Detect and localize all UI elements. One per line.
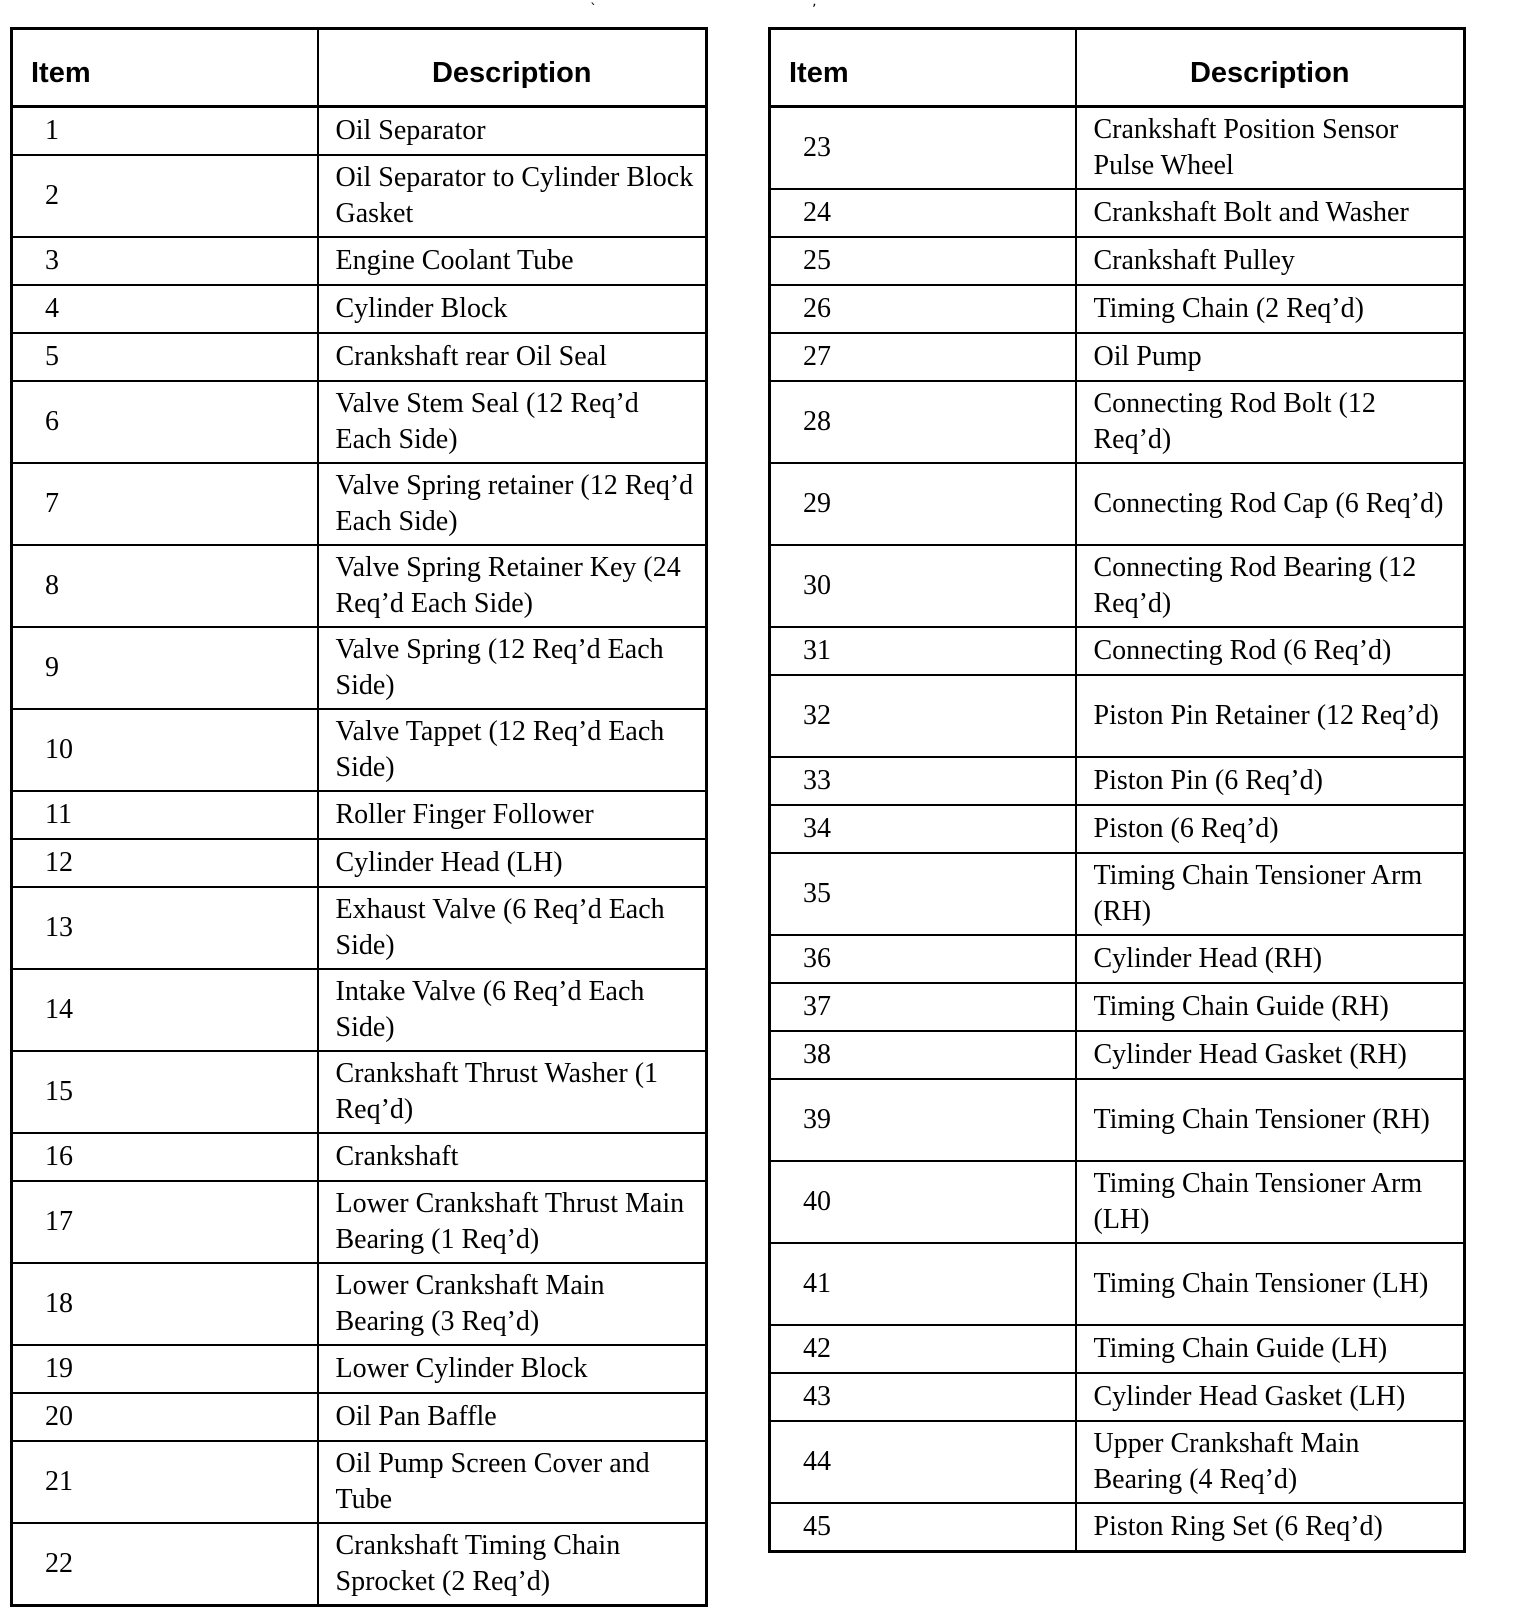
item-number: 38 xyxy=(770,1031,1076,1079)
item-description: Cylinder Head Gasket (RH) xyxy=(1076,1031,1465,1079)
column-header-item: Item xyxy=(770,29,1076,107)
table-row xyxy=(770,381,1465,463)
item-number: 12 xyxy=(12,839,318,887)
table-row xyxy=(12,333,707,381)
column-header-item: Item xyxy=(12,29,318,107)
item-number: 43 xyxy=(770,1373,1076,1421)
table-row xyxy=(770,805,1465,853)
column-header-description: Description xyxy=(318,29,707,107)
table-row xyxy=(770,107,1465,190)
item-description: Cylinder Head Gasket (LH) xyxy=(1076,1373,1465,1421)
item-number: 19 xyxy=(12,1345,318,1393)
item-number: 13 xyxy=(12,887,318,969)
item-number: 3 xyxy=(12,237,318,285)
item-description: Piston Pin Retainer (12 Req’d) xyxy=(1076,675,1465,757)
item-number: 25 xyxy=(770,237,1076,285)
table-row xyxy=(770,757,1465,805)
item-number: 14 xyxy=(12,969,318,1051)
table-row xyxy=(770,333,1465,381)
item-number: 11 xyxy=(12,791,318,839)
item-description: Piston Ring Set (6 Req’d) xyxy=(1076,1503,1465,1552)
item-description: Crankshaft Position Sensor Pulse Wheel xyxy=(1076,107,1465,190)
item-description: Oil Pan Baffle xyxy=(318,1393,707,1441)
table-row xyxy=(12,1345,707,1393)
parts-table-right xyxy=(768,27,1466,1553)
item-number: 16 xyxy=(12,1133,318,1181)
table-row xyxy=(770,1421,1465,1503)
table-row xyxy=(12,545,707,627)
item-number: 30 xyxy=(770,545,1076,627)
item-number: 40 xyxy=(770,1161,1076,1243)
item-number: 9 xyxy=(12,627,318,709)
item-number: 6 xyxy=(12,381,318,463)
item-number: 26 xyxy=(770,285,1076,333)
table-body-left xyxy=(12,107,707,1606)
item-number: 34 xyxy=(770,805,1076,853)
item-number: 24 xyxy=(770,189,1076,237)
table-row xyxy=(12,887,707,969)
item-number: 4 xyxy=(12,285,318,333)
table-body-right xyxy=(770,107,1465,1552)
table-row xyxy=(770,1161,1465,1243)
table-row xyxy=(770,853,1465,935)
table-row xyxy=(770,237,1465,285)
item-number: 5 xyxy=(12,333,318,381)
table-row xyxy=(770,983,1465,1031)
item-number: 1 xyxy=(12,107,318,156)
table-row xyxy=(12,791,707,839)
item-description: Upper Crankshaft Main Bearing (4 Req’d) xyxy=(1076,1421,1465,1503)
item-number: 21 xyxy=(12,1441,318,1523)
table-row xyxy=(770,935,1465,983)
item-description: Crankshaft Thrust Washer (1 Req’d) xyxy=(318,1051,707,1133)
table-row xyxy=(12,1181,707,1263)
item-description: Timing Chain Guide (LH) xyxy=(1076,1325,1465,1373)
item-description: Valve Spring Retainer Key (24 Req’d Each Side) xyxy=(318,545,707,627)
table-row xyxy=(12,969,707,1051)
item-number: 41 xyxy=(770,1243,1076,1325)
item-number: 36 xyxy=(770,935,1076,983)
item-description: Valve Spring retainer (12 Req’d Each Side) xyxy=(318,463,707,545)
table-row xyxy=(770,189,1465,237)
table-row xyxy=(12,1523,707,1606)
table-row xyxy=(12,285,707,333)
item-description: Oil Pump xyxy=(1076,333,1465,381)
table-row xyxy=(770,1503,1465,1552)
item-description: Cylinder Block xyxy=(318,285,707,333)
item-description: Connecting Rod Bolt (12 Req’d) xyxy=(1076,381,1465,463)
item-number: 23 xyxy=(770,107,1076,190)
item-number: 37 xyxy=(770,983,1076,1031)
item-description: Timing Chain Tensioner Arm (LH) xyxy=(1076,1161,1465,1243)
item-description: Crankshaft Bolt and Washer xyxy=(1076,189,1465,237)
item-description: Connecting Rod Bearing (12 Req’d) xyxy=(1076,545,1465,627)
parts-table-left xyxy=(10,27,708,1607)
item-description: Timing Chain Tensioner Arm (RH) xyxy=(1076,853,1465,935)
item-description: Oil Pump Screen Cover and Tube xyxy=(318,1441,707,1523)
item-number: 17 xyxy=(12,1181,318,1263)
item-number: 31 xyxy=(770,627,1076,675)
table-row xyxy=(12,1263,707,1345)
table-row xyxy=(770,627,1465,675)
table-row xyxy=(12,1393,707,1441)
item-description: Valve Spring (12 Req’d Each Side) xyxy=(318,627,707,709)
item-number: 27 xyxy=(770,333,1076,381)
item-description: Valve Stem Seal (12 Req’d Each Side) xyxy=(318,381,707,463)
table-row xyxy=(770,1079,1465,1161)
item-description: Connecting Rod (6 Req’d) xyxy=(1076,627,1465,675)
item-number: 29 xyxy=(770,463,1076,545)
item-number: 33 xyxy=(770,757,1076,805)
item-description: Intake Valve (6 Req’d Each Side) xyxy=(318,969,707,1051)
item-description: Lower Crankshaft Thrust Main Bearing (1 Req’d) xyxy=(318,1181,707,1263)
table-row xyxy=(12,627,707,709)
item-description: Piston Pin (6 Req’d) xyxy=(1076,757,1465,805)
scan-mark: ʼ xyxy=(812,2,817,18)
table-row xyxy=(770,1031,1465,1079)
item-description: Roller Finger Follower xyxy=(318,791,707,839)
item-number: 28 xyxy=(770,381,1076,463)
item-description: Oil Separator xyxy=(318,107,707,156)
item-description: Cylinder Head (LH) xyxy=(318,839,707,887)
item-number: 18 xyxy=(12,1263,318,1345)
table-row xyxy=(12,1441,707,1523)
item-description: Engine Coolant Tube xyxy=(318,237,707,285)
item-description: Valve Tappet (12 Req’d Each Side) xyxy=(318,709,707,791)
table-row xyxy=(12,1133,707,1181)
item-description: Crankshaft Timing Chain Sprocket (2 Req’d) xyxy=(318,1523,707,1606)
table-header-row xyxy=(12,29,707,107)
item-number: 7 xyxy=(12,463,318,545)
table-row xyxy=(12,381,707,463)
item-description: Lower Crankshaft Main Bearing (3 Req’d) xyxy=(318,1263,707,1345)
item-number: 22 xyxy=(12,1523,318,1606)
scan-mark: ` xyxy=(590,2,597,18)
table-row xyxy=(770,285,1465,333)
item-number: 2 xyxy=(12,155,318,237)
item-number: 8 xyxy=(12,545,318,627)
table-row xyxy=(12,237,707,285)
table-row xyxy=(12,107,707,156)
item-number: 35 xyxy=(770,853,1076,935)
item-description: Connecting Rod Cap (6 Req’d) xyxy=(1076,463,1465,545)
item-number: 39 xyxy=(770,1079,1076,1161)
table-row xyxy=(12,839,707,887)
item-description: Lower Cylinder Block xyxy=(318,1345,707,1393)
table-header-row xyxy=(770,29,1465,107)
table-row xyxy=(770,1373,1465,1421)
table-row xyxy=(12,1051,707,1133)
item-number: 15 xyxy=(12,1051,318,1133)
item-number: 42 xyxy=(770,1325,1076,1373)
table-row xyxy=(12,463,707,545)
column-header-description: Description xyxy=(1076,29,1465,107)
item-description: Timing Chain (2 Req’d) xyxy=(1076,285,1465,333)
item-number: 10 xyxy=(12,709,318,791)
item-description: Crankshaft xyxy=(318,1133,707,1181)
item-number: 44 xyxy=(770,1421,1076,1503)
table-row xyxy=(770,463,1465,545)
table-row xyxy=(770,1325,1465,1373)
item-description: Oil Separator to Cylinder Block Gasket xyxy=(318,155,707,237)
item-description: Timing Chain Tensioner (LH) xyxy=(1076,1243,1465,1325)
item-description: Timing Chain Tensioner (RH) xyxy=(1076,1079,1465,1161)
item-description: Piston (6 Req’d) xyxy=(1076,805,1465,853)
table-row xyxy=(770,675,1465,757)
item-description: Exhaust Valve (6 Req’d Each Side) xyxy=(318,887,707,969)
table-row xyxy=(770,1243,1465,1325)
table-row xyxy=(12,155,707,237)
item-description: Timing Chain Guide (RH) xyxy=(1076,983,1465,1031)
table-row xyxy=(770,545,1465,627)
table-row xyxy=(12,709,707,791)
item-description: Crankshaft rear Oil Seal xyxy=(318,333,707,381)
item-description: Cylinder Head (RH) xyxy=(1076,935,1465,983)
item-number: 45 xyxy=(770,1503,1076,1552)
item-number: 32 xyxy=(770,675,1076,757)
item-description: Crankshaft Pulley xyxy=(1076,237,1465,285)
item-number: 20 xyxy=(12,1393,318,1441)
